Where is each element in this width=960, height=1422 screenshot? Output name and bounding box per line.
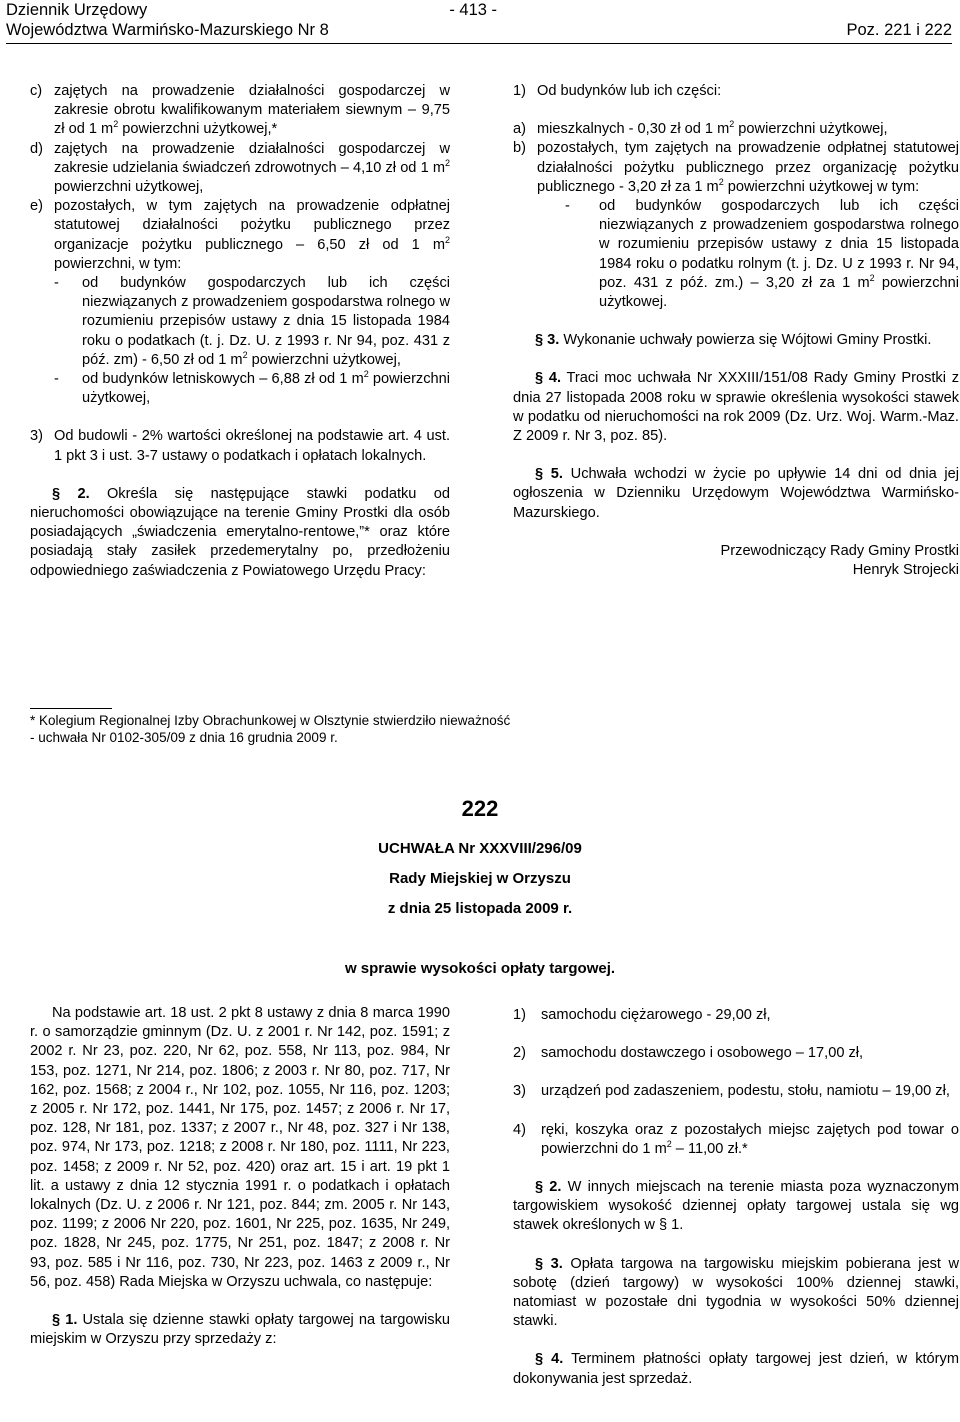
- paragraph-2-act222: § 2. W innych miejscach na terenie miasta poza wyznaczonym targowiskiem wysokość dziennej opłaty targowej ustala się wg stawek określonych w § 1.: [513, 1179, 959, 1234]
- lower-right-column: [513, 1006, 959, 1389]
- position-numbers: Poz. 221 i 222: [846, 21, 952, 39]
- act-council: Rady Miejskiej w Orzyszu: [389, 870, 571, 887]
- item-e-dash-2: - od budynków letniskowych – 6,88 zł od 1 $m^2$ powierzchni użytkowej,: [54, 369, 450, 407]
- upper-right-column: [513, 82, 959, 580]
- lower-left-column: [30, 1004, 450, 1349]
- item-a: a) mieszkalnych - 0,30 zł od 1 $m^2$ powierzchni użytkowej,: [513, 119, 888, 138]
- header-rule: [6, 43, 952, 44]
- fee-item-1: 1) samochodu ciężarowego - 29,00 zł,: [513, 1007, 771, 1023]
- signature-role: Przewodniczący Rady Gminy Prostki: [720, 542, 959, 559]
- fee-item-2: 2) samochodu dostawczego i osobowego – 17,00 zł,: [513, 1045, 864, 1062]
- upper-left-column: [30, 82, 450, 581]
- item-b: b) pozostałych, tym zajętych na prowadzenie odpłatnej statutowej działalności pożytku publicznego przez organizację pożytku publicznego - 3,20 zł za 1 $m^2$ powierzchni użytkowej w tym:: [513, 140, 959, 195]
- footnote-rule: [30, 708, 112, 709]
- paragraph-1-act222: § 1. Ustala się dzienne stawki opłaty targowej na targowisku miejskim w Orzyszu przy sprzedaży z:: [30, 1312, 450, 1348]
- paragraph-3: § 3. Wykonanie uchwały powierza się Wójtowi Gminy Prostki.: [535, 332, 932, 349]
- preamble: Na podstawie art. 18 ust. 2 pkt 8 ustawy z dnia 8 marca 1990 r. o samorządzie gminnym (Dz. U. z 2001 r. Nr 142, poz. 1591; z 2002 r. Nr 23, poz. 220, Nr 62, poz. 558, Nr 113, poz. 984, Nr 153, poz. 1271, Nr 214, poz. 1806; z 2003 r. Nr 80, poz. 717, Nr 162, poz. 1568; z 2004 r., Nr 102, poz. 1055, Nr 116, poz. 1203; z 2005 r. Nr 172, poz. 1441, Nr 175, poz. 1457; z 2006 r. Nr 17, poz. 128, Nr 181, poz. 1337; z 2007 r., Nr 48, poz. 327 i Nr 138, poz. 974, Nr 173, poz. 1218; z 2008 r. Nr 180, poz. 1111, Nr 223, poz. 1458; z 2009 r. Nr 52, poz. 420) oraz art. 15 i art. 19 pkt 1 lit. a ustawy z dnia 12 stycznia 1991 r. o podatkach i opłatach lokalnych (Dz. U. z 2006 r. Nr 121, poz. 844; zm. 2005 r. Nr 143, poz. 1199; z 2006 Nr 220, poz. 1601, Nr 225, poz. 1635, Nr 249, poz. 1828, Nr 245, poz. 1775, Nr 251, poz. 1847; z 2008 r. Nr 93, poz. 585 i Nr 116, poz. 730, Nr 223, poz. 1463 z 2009 r., Nr 56, poz. 458) Rada Miejska w Orzyszu uchwala, co następuje:: [30, 1005, 450, 1290]
- footnote-line-1: * Kolegium Regionalnej Izby Obrachunkowej w Olsztynie stwierdziło nieważność: [30, 713, 511, 728]
- journal-title: Dziennik Urzędowy: [6, 1, 148, 19]
- act-title: UCHWAŁA Nr XXXVIII/296/09: [378, 840, 582, 857]
- page-number: - 413 -: [449, 1, 497, 19]
- item-3: 3) Od budowli - 2% wartości określonej na podstawie art. 4 ust. 1 pkt 3 i ust. 3-7 ustawy o podatkach i opłatach lokalnych.: [30, 428, 450, 464]
- footnote-line-2: - uchwała Nr 0102-305/09 z dnia 16 grudnia 2009 r.: [30, 730, 338, 745]
- item-c: c) zajętych na prowadzenie działalności gospodarczej w zakresie obrotu kwalifikowanym materiałem siewnym – 9,75 zł od 1 $m^2$ powierzchni użytkowej,*: [30, 83, 450, 138]
- item-b-dash: - od budynków gospodarczych lub ich części niezwiązanych z prowadzeniem gospodarstwa rolnego w rozumieniu przepisów ustawy z dnia 15 listopada 1984 roku o podatku rolnym (t. j. Dz. U z 1993 r. Nr 94, poz. 431 z póź. zm.) – 3,20 zł za 1 $m^2$ powierzchni użytkowej.: [565, 198, 959, 311]
- item-e-dash-1: - od budynków gospodarczych lub ich części niezwiązanych z prowadzeniem gospodarstwa rolnego w rozumieniu przepisów ustawy z dnia 15 listopada 1984 roku o podatkach (t. j. Dz. U. z 1993 r. Nr 94, poz. 431 z póź. zm) - 6,50 zł od 1 $m^2$ powierzchni użytkowej,: [54, 275, 450, 368]
- paragraph-4-act222: § 4. Terminem płatności opłaty targowej jest dzień, w którym dokonywania jest sprzedaż.: [513, 1351, 959, 1387]
- paragraph-5: § 5. Uchwała wchodzi w życie po upływie 14 dni od dnia jej ogłoszenia w Dzienniku Urzędowym Województwa Warmińsko-Mazurskiego.: [513, 466, 960, 521]
- footnote: [30, 708, 590, 746]
- act-date: z dnia 25 listopada 2009 r.: [387, 900, 573, 917]
- item-d: d) zajętych na prowadzenie działalności gospodarczej w zakresie udzielania świadczeń zdrowotnych – 4,10 zł od 1 $m^2$ powierzchni użytkowej,: [30, 140, 450, 196]
- item-1: 1) Od budynków lub ich części:: [513, 83, 722, 99]
- signature-name: Henryk Strojecki: [852, 562, 959, 579]
- paragraph-3-act222: § 3. Opłata targowa na targowisku miejskim pobierana jest w sobotę (dzień targowy) w wysokości 100% dziennej stawki, natomiast w pozostałe dni tygodnia w wysokości 50% dziennej stawki.: [513, 1255, 960, 1330]
- voivodeship-title: Województwa Warmińsko-Mazurskiego Nr 8: [6, 21, 329, 39]
- fee-item-4: 4) ręki, koszyka oraz z pozostałych miejsc zajętych pod towar o powierzchni do 1 $m^2 - 11,00$ zł.*: [513, 1121, 959, 1157]
- act-subject: w sprawie wysokości opłaty targowej.: [344, 960, 616, 977]
- paragraph-2: § 2. Określa się następujące stawki podatku od nieruchomości obowiązujące na terenie Gminy Prostki dla osób posiadających „świadczenia emerytalno-rentowe,”* oraz które posiadają stały zasiłek przedemerytalny po, przedłożeniu odpowiedniego zaświadczenia z Powiatowego Urzędu Pracy:: [30, 485, 450, 579]
- fee-item-3: 3) urządzeń pod zadaszeniem, podestu, stołu, namiotu – 19,00 zł,: [513, 1083, 950, 1100]
- item-e: e) pozostałych, w tym zajętych na prowadzenie odpłatnej statutowej działalności pożytku publicznego przez organizacje pożytku publicznego – 6,50 zł od 1 $m^2$ powierzchni, w tym:: [30, 198, 450, 272]
- page-header: [6, 0, 952, 44]
- paragraph-4: § 4. Traci moc uchwała Nr XXXIII/151/08 Rady Gminy Prostki z dnia 27 listopada 2008 roku w sprawie określenia wysokości stawek w podatku od nieruchomości na rok 2009 (Dz. Urz. Woj. Warm.-Maz. Z 2009 r. Nr 3, poz. 85).: [513, 370, 959, 445]
- act-number: 222: [461, 796, 499, 821]
